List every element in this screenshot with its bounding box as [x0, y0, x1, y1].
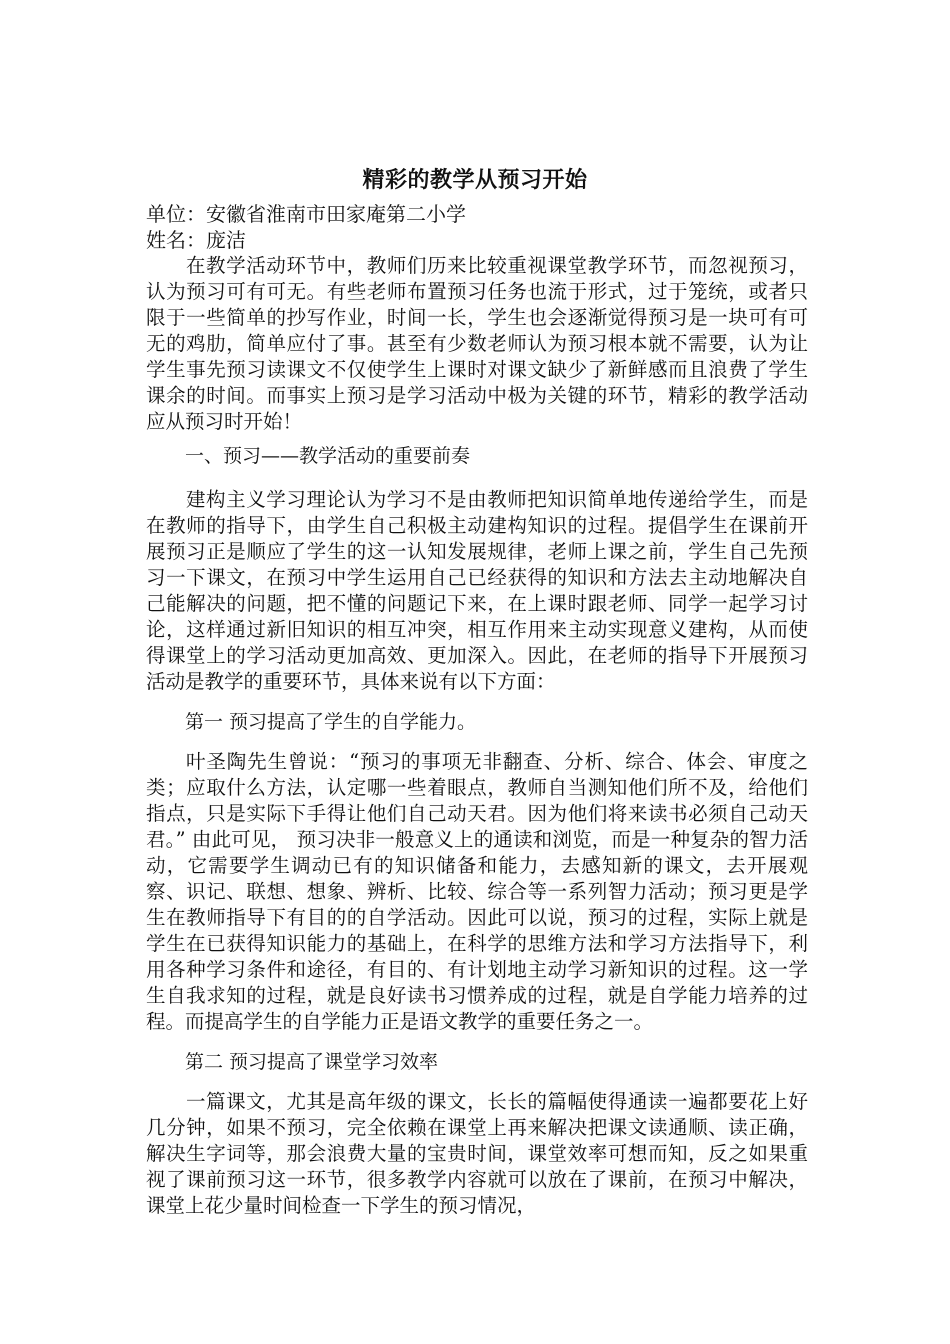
document-body — [146, 201, 808, 1219]
point-paragraph-2: 一篇课文，尤其是高年级的课文，长长的篇幅使得通读一遍都要花上好几分钟，如果不预习，完全依赖在课堂上再来解决把课文读通顺、读正确，解决生字词等，那会浪费大量的宝贵时间，课堂效率可想而知，反之如果重视了课前预习这一环节，很多教学内容就可以放在了课前，在预习中解决，课堂上花少量时间检查一下学生的预习情况， — [146, 1090, 808, 1217]
author-unit: 单位：安徽省淮南市田家庵第二小学 — [146, 202, 466, 226]
section-heading-1: 一、预习——教学活动的重要前奏 — [184, 445, 470, 467]
document-title: 精彩的教学从预习开始 — [362, 168, 588, 193]
author-name: 姓名：庞洁 — [146, 228, 246, 252]
point-heading-2: 第二 预习提高了课堂学习效率 — [184, 1051, 438, 1073]
point-heading-1: 第一 预习提高了学生的自学能力。 — [184, 711, 476, 733]
intro-paragraph: 在教学活动环节中，教师们历来比较重视课堂教学环节，而忽视预习， 认为预习可有可无。有些老师布置预习任务也流于形式，过于笼统，或者只限于一些简单的抄写作业，时间一长，学生也会逐渐觉得预习是一块可有可无的鸡肋，简单应付了事。甚至有少数老师认为预习根本就不需要，认为让学生事先预习读课文不仅使学生上课时对课文缺少了新鲜感而且浪费了学生课余的时间。而事实上预习是学习活动中极为关键的环节，精彩的教学活动应从预习时开始！ — [146, 254, 808, 433]
point-paragraph-1: 叶圣陶先生曾说：“预习的事项无非翻查、分析、综合、体会、审度之类；应取什么方法，认定哪一些着眼点，教师自当测知他们所不及，给他们指点，只是实际下手得让他们自己动天君。因为他们将来读书必须自己动天君。” 由此可见， 预习决非一般意义上的通读和浏览，而是一种复杂的智力活动，它需要学生调动已有的知识储备和能力，去感知新的课文，去开展观察、识记、联想、想象、辨析、比较、综合等一系列智力活动；预习更是学生在教师指导下有目的的自学活动。因此可以说，预习的过程，实际上就是学生在已获得知识能力的基础上，在科学的思维方法和学习方法指导下，利用各种学习条件和途径，有目的、有计划地主动学习新知识的过程。这一学生自我求知的过程，就是良好读书习惯养成的过程，就是自学能力培养的过程。而提高学生的自学能力正是语文教学的重要任务之一。 — [146, 750, 808, 1033]
section-paragraph-1: 建构主义学习理论认为学习不是由教师把知识简单地传递给学生，而是在教师的指导下，由学生自己积极主动建构知识的过程。提倡学生在课前开展预习正是顺应了学生的这一认知发展规律，老师上课之前，学生自己先预习一下课文，在预习中学生运用自己已经获得的知识和方法去主动地解决自己能解决的问题，把不懂的问题记下来，在上课时跟老师、同学一起学习讨论，这样通过新旧知识的相互冲突，相互作用来主动实现意义建构，从而使得课堂上的学习活动更加高效、更加深入。因此，在老师的指导下开展预习活动是教学的重要环节，具体来说有以下方面： — [146, 488, 808, 693]
